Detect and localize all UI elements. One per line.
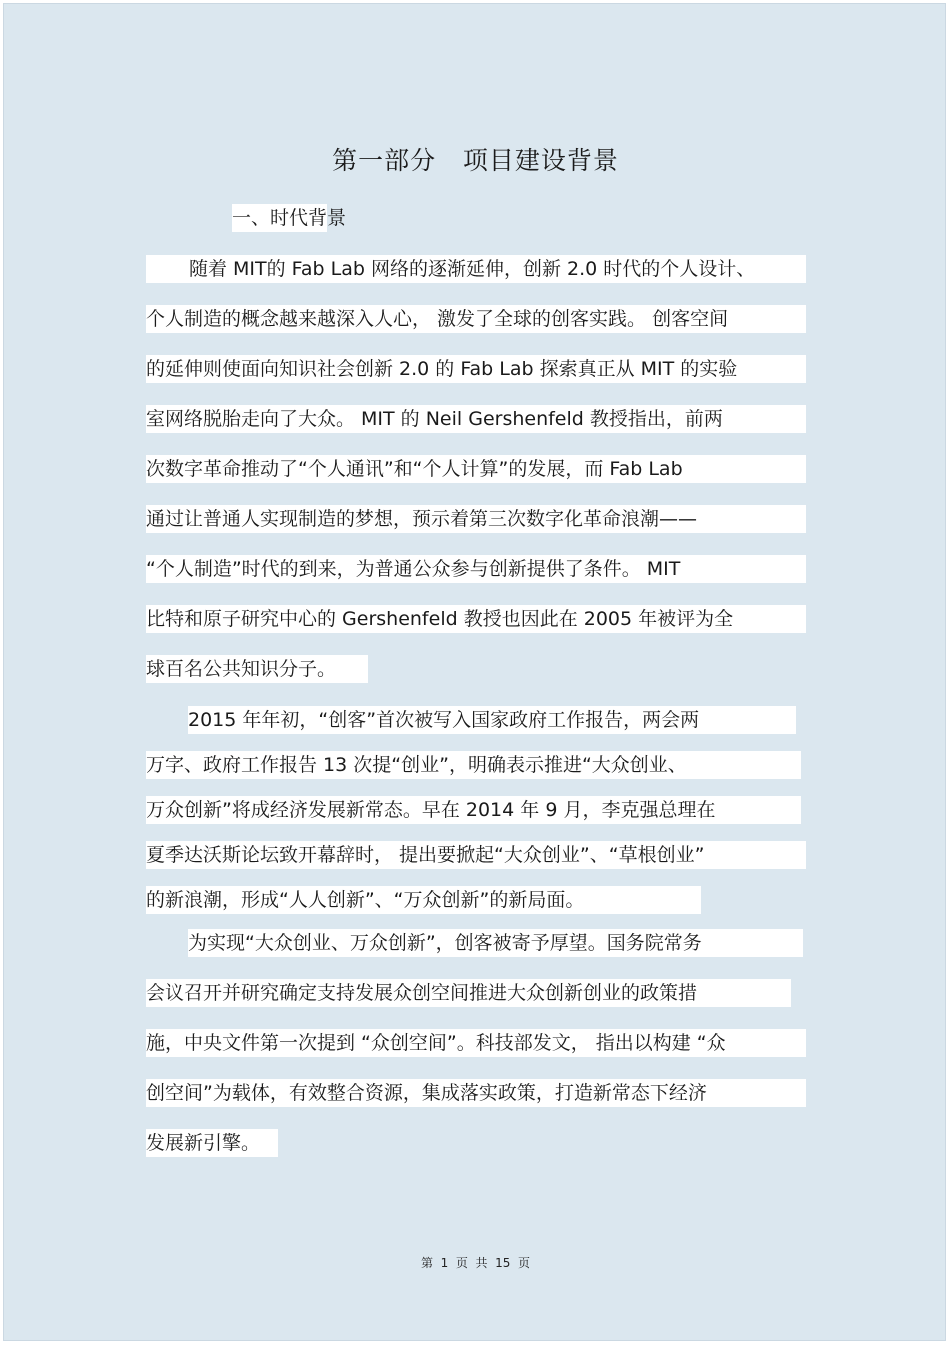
page-number-footer: 第 1 页 共 15 页 (420, 1256, 531, 1270)
page-title: 第一部分 项目建设背景 (332, 146, 619, 175)
paragraph-1-line-4: 室网络脱胎走向了大众。 MIT 的 Neil Gershenfeld 教授指出，前两 (146, 405, 806, 433)
document-page (3, 3, 946, 1341)
paragraph-3-line-2: 会议召开并研究确定支持发展众创空间推进大众创新创业的政策措 (146, 979, 791, 1007)
paragraph-3-line-3: 施，中央文件第一次提到 “众创空间”。科技部发文， 指出以构建 “众 (146, 1029, 806, 1057)
paragraph-1-line-3: 的延伸则使面向知识社会创新 2.0 的 Fab Lab 探索真正从 MIT 的实验 (146, 355, 806, 383)
paragraph-1-line-1: 随着 MIT的 Fab Lab 网络的逐渐延伸，创新 2.0 时代的个人设计、 (146, 255, 806, 283)
section-heading: 一、时代背景 (232, 204, 327, 232)
paragraph-2-line-1: 2015 年年初，“创客”首次被写入国家政府工作报告，两会两 (188, 706, 796, 734)
paragraph-1-line-7: “个人制造”时代的到来，为普通公众参与创新提供了条件。 MIT (146, 555, 806, 583)
paragraph-3-line-4: 创空间”为载体，有效整合资源，集成落实政策，打造新常态下经济 (146, 1079, 806, 1107)
paragraph-2-line-2: 万字、政府工作报告 13 次提“创业”，明确表示推进“大众创业、 (146, 751, 801, 779)
paragraph-1-line-5: 次数字革命推动了“个人通讯”和“个人计算”的发展，而 Fab Lab (146, 455, 806, 483)
paragraph-3-line-5: 发展新引擎。 (146, 1129, 278, 1157)
paragraph-1-line-8: 比特和原子研究中心的 Gershenfeld 教授也因此在 2005 年被评为全 (146, 605, 806, 633)
paragraph-3-line-1: 为实现“大众创业、万众创新”，创客被寄予厚望。国务院常务 (188, 929, 803, 957)
paragraph-2-line-5: 的新浪潮，形成“人人创新”、“万众创新”的新局面。 (146, 886, 701, 914)
paragraph-2-line-4: 夏季达沃斯论坛致开幕辞时， 提出要掀起“大众创业”、“草根创业” (146, 841, 806, 869)
paragraph-2-line-3: 万众创新”将成经济发展新常态。早在 2014 年 9 月，李克强总理在 (146, 796, 801, 824)
paragraph-1-line-9: 球百名公共知识分子。 (146, 655, 368, 683)
paragraph-1-line-2: 个人制造的概念越来越深入人心， 激发了全球的创客实践。 创客空间 (146, 305, 806, 333)
paragraph-1-line-6: 通过让普通人实现制造的梦想，预示着第三次数字化革命浪潮—— (146, 505, 806, 533)
